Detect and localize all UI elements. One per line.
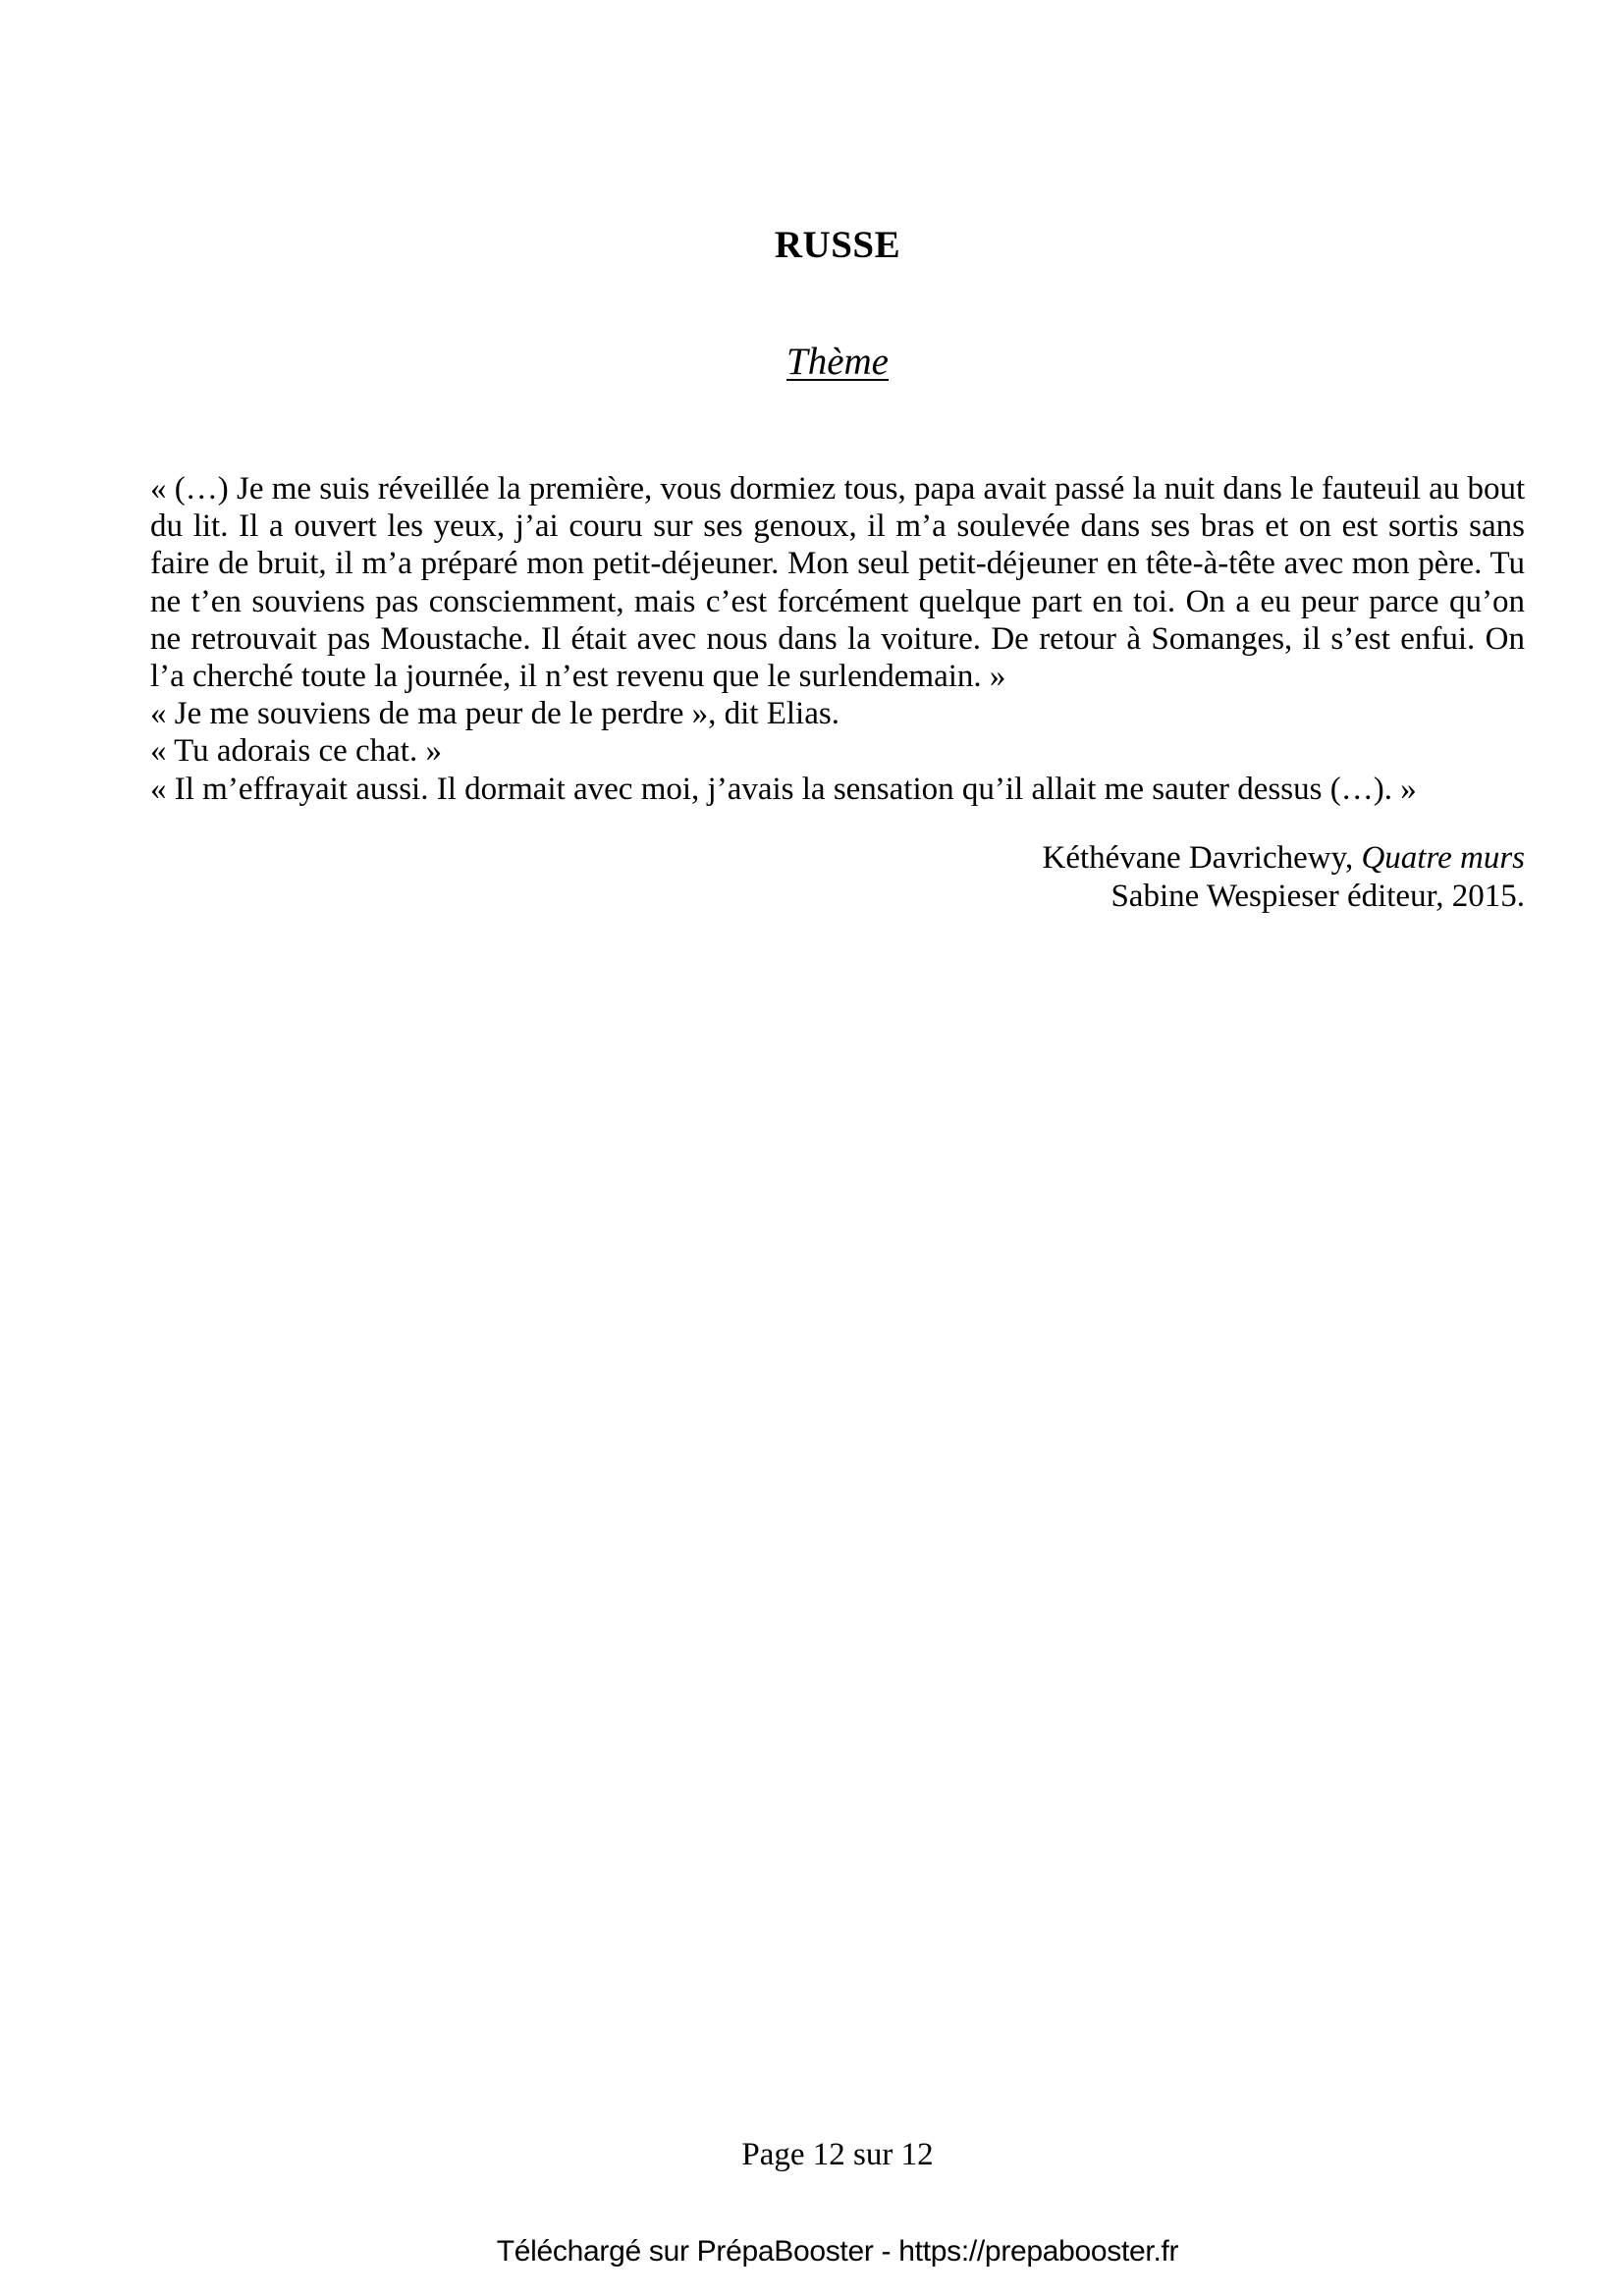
citation-author: Kéthévane Davrichewy, xyxy=(1042,840,1362,876)
citation-work-title: Quatre murs xyxy=(1361,840,1525,876)
text-line: l’a cherché toute la journée, il n’est revenu que le surlendemain. » xyxy=(150,659,1006,695)
text-line: du lit. Il a ouvert les yeux, j’ai couru sur ses genoux, il m’a soulevée dans ses bras et on est sortis sans xyxy=(150,508,1525,545)
text-line: faire de bruit, il m’a préparé mon petit-déjeuner. Mon seul petit-déjeuner en tête-à-tête avec mon père. Tu xyxy=(150,546,1525,582)
section-heading-row xyxy=(150,340,1525,385)
download-footer-note: Téléchargé sur PrépaBooster - https://prepabooster.fr xyxy=(496,2235,1179,2268)
text-excerpt xyxy=(150,470,1525,808)
text-line: ne retrouvait pas Moustache. Il était avec nous dans la voiture. De retour à Somanges, il s’est enfui. On xyxy=(150,620,1525,657)
text-line: « Je me souviens de ma peur de le perdre », dit Elias. xyxy=(150,696,839,732)
text-line: ne t’en souviens pas consciemment, mais c’est forcément quelque part en toi. On a eu peur parce qu’on xyxy=(150,583,1525,619)
citation-author-line xyxy=(150,839,1525,878)
text-line: « (…) Je me suis réveillée la première, vous dormiez tous, papa avait passé la nuit dans le fauteuil au bout xyxy=(150,471,1526,507)
text-line: « Il m’effrayait aussi. Il dormait avec moi, j’avais la sensation qu’il allait me sauter dessus (…). » xyxy=(150,771,1417,807)
page-number: Page 12 sur 12 xyxy=(741,2137,934,2172)
page-title: RUSSE xyxy=(774,224,901,266)
citation-publisher-line: Sabine Wespieser éditeur, 2015. xyxy=(1110,879,1525,914)
citation xyxy=(150,839,1525,916)
text-line: « Tu adorais ce chat. » xyxy=(150,733,442,770)
section-heading: Thème xyxy=(786,341,889,383)
